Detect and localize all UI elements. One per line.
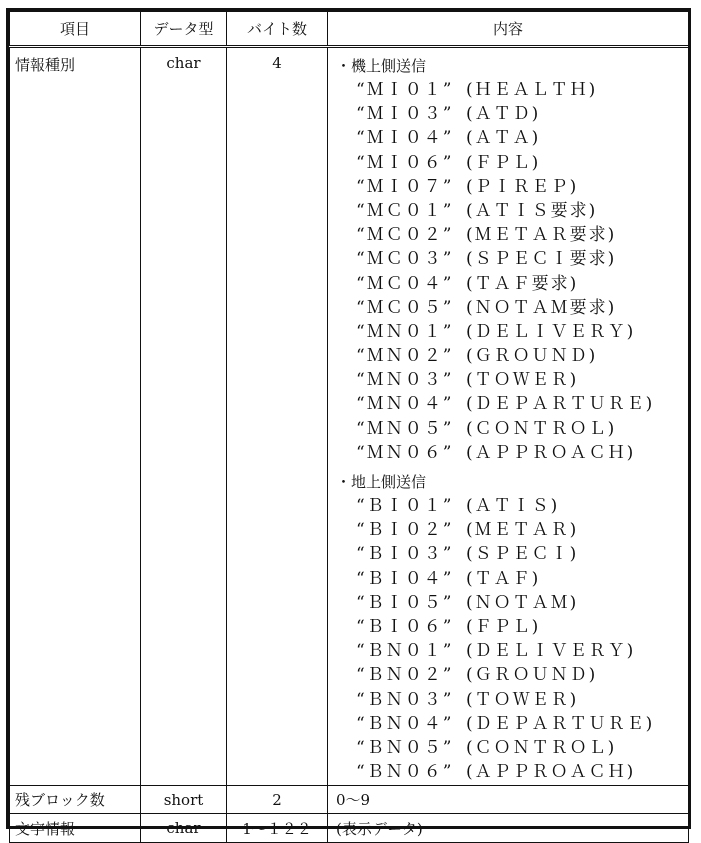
code-description: (ＤＥＰＡＲＴＵＲＥ) [466, 394, 655, 415]
code-description: (ＴＯＷＥＲ) [466, 370, 579, 391]
code-entry [336, 175, 688, 199]
code-description: (ＰＩＲＥＰ) [466, 176, 579, 197]
code-entry [336, 344, 688, 368]
code-entry [336, 567, 688, 591]
code-entry [336, 542, 688, 566]
code-entry [336, 591, 688, 615]
code-description: (ＦＰＬ) [466, 152, 541, 173]
code-description: (ＭＥＴＡＲ) [466, 520, 579, 541]
code-entry [336, 392, 688, 416]
code-value: “ＭＣ０３” [356, 249, 454, 270]
code-description: (ＣＯＮＴＲＯＬ) [466, 418, 617, 439]
code-entry [336, 151, 688, 175]
code-entry [336, 102, 688, 126]
code-description: (ＡＰＰＲＯＡＣＨ) [466, 762, 636, 783]
cell-data-type: char [141, 47, 227, 786]
header-bytes: バイト数 [227, 12, 328, 47]
code-value: “ＭＩ０７” [356, 176, 454, 197]
code-entry [336, 247, 688, 271]
code-value: “ＭＮ０５” [356, 418, 454, 439]
code-description: (ＨＥＡＬＴＨ) [466, 80, 598, 100]
code-value: “ＢＮ０５” [356, 737, 454, 758]
cell-content-codes [328, 47, 689, 786]
cell-item: 文字情報 [10, 814, 141, 843]
data-format-table-frame [6, 8, 691, 838]
code-value: “ＭＩ０４” [356, 128, 454, 149]
data-format-table [9, 11, 689, 843]
code-entry [336, 494, 688, 518]
cell-data-type: short [141, 786, 227, 814]
code-entry [336, 518, 688, 542]
code-value: “ＢＮ０６” [356, 762, 454, 783]
code-value: “ＭＩ０３” [356, 104, 454, 125]
code-value: “ＢＮ０１” [356, 641, 454, 662]
code-entry [336, 688, 688, 712]
code-entry [336, 223, 688, 247]
code-entry [336, 712, 688, 736]
header-data-type: データ型 [141, 12, 227, 47]
code-value: “ＭＣ０５” [356, 297, 454, 318]
code-value: “ＭＮ０３” [356, 370, 454, 391]
code-value: “ＭＮ０６” [356, 442, 454, 463]
table-row-text-info [10, 814, 689, 843]
code-entry [336, 441, 688, 465]
table-row-remaining-blocks [10, 786, 689, 814]
code-value: “ＭＮ０１” [356, 321, 454, 342]
code-value: “ＢＩ０６” [356, 616, 454, 637]
code-description: (ＡＴＩＳ要求) [466, 200, 598, 221]
code-value: “ＭＣ０２” [356, 225, 454, 246]
code-value: “ＢＮ０２” [356, 665, 454, 686]
code-entry [336, 199, 688, 223]
code-description: (ＳＰＥＣＩ要求) [466, 249, 617, 270]
code-entry [336, 760, 688, 784]
code-description: (ＡＴＡ) [466, 128, 541, 149]
code-description: (ＮＯＴＡＭ) [466, 592, 579, 613]
code-description: (ＴＡＦ要求) [466, 273, 579, 294]
code-description: (ＣＯＮＴＲＯＬ) [466, 737, 617, 758]
table-row-info-type [10, 47, 689, 786]
code-entry [336, 320, 688, 344]
code-value: “ＭＣ０１” [356, 200, 454, 221]
code-value: “ＭＮ０４” [356, 394, 454, 415]
cell-content: (表示データ) [328, 814, 689, 843]
code-value: “ＭＩ０１” [356, 80, 454, 100]
code-description: (ＮＯＴＡＭ要求) [466, 297, 617, 318]
code-value: “ＢＩ０３” [356, 544, 454, 565]
code-entry [336, 663, 688, 687]
code-value: “ＭＣ０４” [356, 273, 454, 294]
code-entry [336, 126, 688, 150]
cell-content: 0～9 [328, 786, 689, 814]
code-description: (ＴＯＷＥＲ) [466, 689, 579, 710]
code-description: (ＤＥＬＩＶＥＲＹ) [466, 641, 636, 662]
code-value: “ＢＩ０１” [356, 496, 454, 516]
cell-bytes: 1～１２２ [227, 814, 328, 843]
code-description: (ＳＰＥＣＩ) [466, 544, 579, 565]
code-entry [336, 736, 688, 760]
code-value: “ＢＮ０４” [356, 713, 454, 734]
code-entry [336, 78, 688, 102]
code-description: (ＡＰＰＲＯＡＣＨ) [466, 442, 636, 463]
cell-item: 残ブロック数 [10, 786, 141, 814]
header-item: 項目 [10, 12, 141, 47]
code-description: (ＧＲＯＵＮＤ) [466, 665, 598, 686]
code-value: “ＭＮ０２” [356, 346, 454, 367]
code-value: “ＢＮ０３” [356, 689, 454, 710]
cell-item: 情報種別 [10, 47, 141, 786]
code-entry [336, 417, 688, 441]
code-sections [336, 54, 688, 784]
cell-bytes: 4 [227, 47, 328, 786]
code-description: (ＦＰＬ) [466, 616, 541, 637]
cell-bytes: 2 [227, 786, 328, 814]
code-description: (ＴＡＦ) [466, 568, 541, 589]
code-entry [336, 368, 688, 392]
code-entry [336, 615, 688, 639]
header-row [10, 12, 689, 47]
code-description: (ＤＥＰＡＲＴＵＲＥ) [466, 713, 655, 734]
code-entry [336, 272, 688, 296]
header-content: 内容 [328, 12, 689, 47]
code-entry [336, 296, 688, 320]
cell-data-type: char [141, 814, 227, 843]
code-value: “ＢＩ０５” [356, 592, 454, 613]
code-description: (ＧＲＯＵＮＤ) [466, 346, 598, 367]
code-description: (ＤＥＬＩＶＥＲＹ) [466, 321, 636, 342]
code-description: (ＡＴＩＳ) [466, 496, 560, 516]
section-title: ・機上側送信 [336, 57, 427, 75]
code-value: “ＢＩ０２” [356, 520, 454, 541]
code-description: (ＭＥＴＡＲ要求) [466, 225, 617, 246]
code-description: (ＡＴＤ) [466, 104, 541, 125]
section-title: ・地上側送信 [336, 473, 427, 491]
code-value: “ＢＩ０４” [356, 568, 454, 589]
code-entry [336, 639, 688, 663]
code-value: “ＭＩ０６” [356, 152, 454, 173]
